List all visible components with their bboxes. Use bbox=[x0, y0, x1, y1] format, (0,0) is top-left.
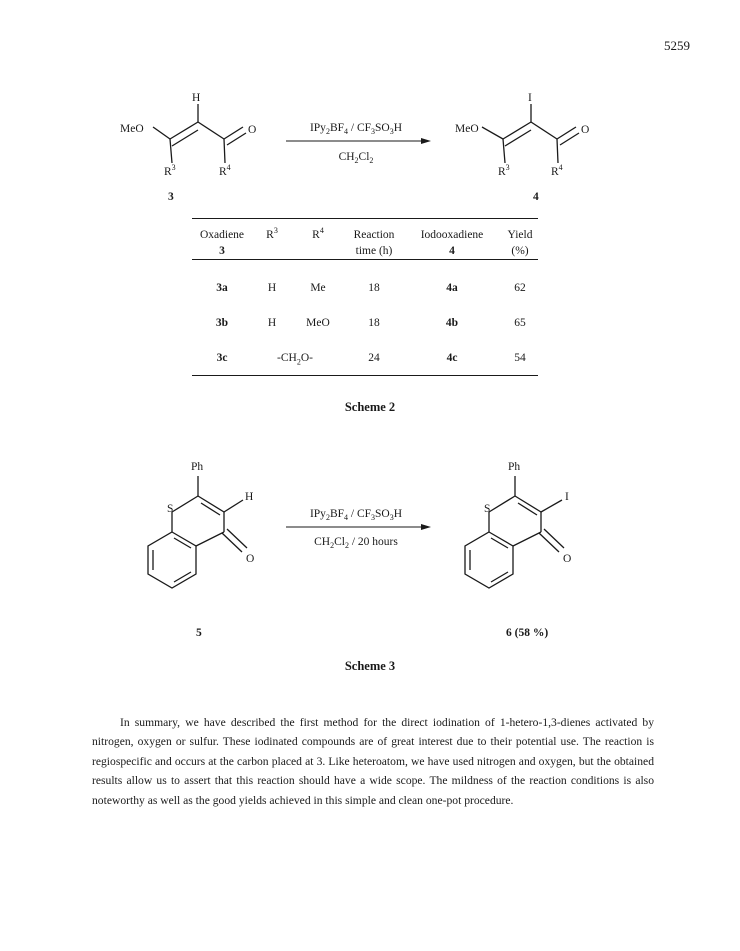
product-meo-group: MeO bbox=[455, 123, 479, 135]
product-i-atom: I bbox=[565, 491, 569, 503]
cell-yield: 62 bbox=[514, 282, 526, 294]
product-s-atom: S bbox=[484, 503, 491, 515]
scheme3-caption: Scheme 3 bbox=[344, 659, 396, 673]
reactant-ph-group: Ph bbox=[191, 461, 204, 473]
reactant-r3-sup: 3 bbox=[171, 163, 176, 172]
reactant-o-atom: O bbox=[248, 124, 257, 136]
header-r4: $R^4$ bbox=[312, 226, 324, 241]
header-iodooxadiene: Iodooxadiene bbox=[420, 229, 484, 241]
product-r3: R bbox=[498, 166, 506, 178]
scheme2-conditions-bottom: $CH_2Cl_2$ bbox=[338, 151, 374, 165]
header-reaction: Reaction bbox=[353, 229, 395, 241]
scheme3-product-label: 6 (58 %) bbox=[506, 627, 549, 639]
summary-paragraph: In summary, we have described the first method for the direct iodination of 1-hetero-1,3-dienes activated by nitrogen, oxygen or sulfur. These iodinated compounds are of great interest due to their potential use. The reaction is regiospecific and occurs at the carbon placed at 3. Like heteroatom, we have used nitrogen and oxygen, but the obtained results allow us to assert that this reaction should have a wide scope. The mildness of the reaction conditions is also noteworthy as well as the good yields achieved in this simple and clean one-pot procedure. bbox=[92, 716, 654, 807]
scheme2-caption: Scheme 2 bbox=[344, 400, 396, 414]
cell-yield: 54 bbox=[514, 352, 526, 364]
reactant-meo-group: MeO bbox=[120, 123, 144, 135]
product-ph-group: Ph bbox=[508, 461, 521, 473]
reactant-label: 3 bbox=[168, 191, 174, 203]
header-time: time (h) bbox=[355, 245, 393, 257]
cell-iodo: 4b bbox=[445, 317, 459, 329]
product-o-atom: O bbox=[563, 553, 572, 565]
product-i-atom: I bbox=[528, 92, 532, 104]
cell-oxadiene: 3b bbox=[215, 317, 229, 329]
reactant-h-atom: H bbox=[192, 92, 201, 104]
reactant-o-atom: O bbox=[246, 553, 255, 565]
header-yield: Yield bbox=[507, 229, 533, 241]
product-label: 4 bbox=[533, 191, 539, 203]
reactant-h-atom: H bbox=[245, 491, 254, 503]
header-r3: $R^3$ bbox=[266, 226, 278, 241]
header-oxadiene-number: 3 bbox=[219, 245, 225, 257]
page-number: 5259 bbox=[664, 38, 690, 53]
product-r4: R bbox=[551, 166, 559, 178]
header-oxadiene: Oxadiene bbox=[199, 229, 245, 241]
cell-time: 18 bbox=[368, 317, 380, 329]
cell-r3: H bbox=[267, 282, 277, 294]
cell-yield: 65 bbox=[514, 317, 526, 329]
scheme3-conditions-bottom: $CH_2Cl_2 / 20$ hours bbox=[314, 536, 398, 550]
cell-iodo: 4a bbox=[446, 282, 458, 294]
cell-time: 18 bbox=[368, 282, 380, 294]
header-iodooxadiene-number: 4 bbox=[449, 245, 455, 257]
header-yield-unit: (%) bbox=[511, 245, 529, 257]
product-o-atom: O bbox=[581, 124, 590, 136]
scheme3-reactant-label: 5 bbox=[196, 627, 202, 639]
cell-oxadiene: 3a bbox=[216, 282, 228, 294]
cell-r3: H bbox=[267, 317, 277, 329]
product-r4-sup: 4 bbox=[558, 163, 563, 172]
cell-r4: MeO bbox=[306, 317, 330, 329]
reactant-r4: R bbox=[219, 166, 227, 178]
cell-iodo: 4c bbox=[446, 352, 458, 364]
reactant-r3: R bbox=[164, 166, 172, 178]
reactant-s-atom: S bbox=[167, 503, 174, 515]
product-r3-sup: 3 bbox=[505, 163, 510, 172]
reactant-r4-sup: 4 bbox=[226, 163, 231, 172]
scheme2-conditions-top: $IPy_2BF_4 / CF_3SO_3H$ bbox=[309, 122, 403, 136]
cell-r3r4-bridge: $-CH_2O-$ bbox=[277, 352, 313, 367]
cell-time: 24 bbox=[368, 352, 380, 364]
cell-r4: Me bbox=[310, 282, 326, 294]
cell-oxadiene: 3c bbox=[216, 352, 228, 364]
scheme3-conditions-top: $IPy_2BF_4 / CF_3SO_3H$ bbox=[309, 508, 403, 522]
